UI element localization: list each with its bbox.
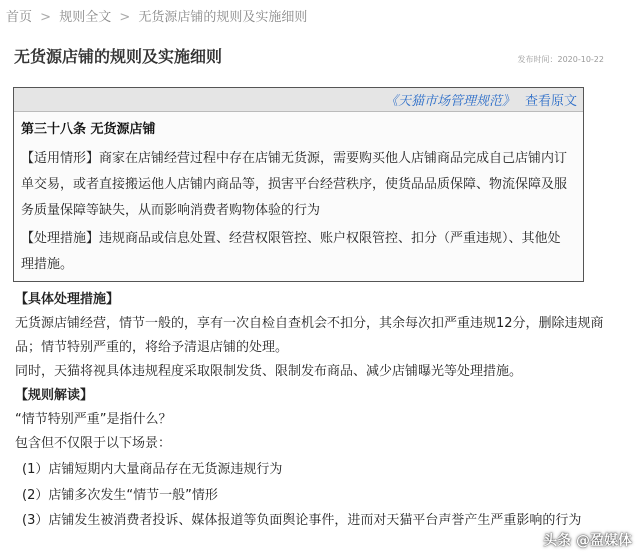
breadcrumb-home-link[interactable]: 首页	[6, 10, 33, 25]
scenes-intro: 包含但不仅限于以下场景：	[15, 436, 172, 451]
rule-interpretation-heading: 【规则解读】	[15, 388, 94, 403]
article-title: 第三十八条 无货源店铺	[21, 122, 156, 137]
breadcrumb	[6, 6, 307, 25]
breadcrumb-separator: >	[119, 10, 131, 25]
scene-item: (1）店铺短期内大量商品存在无货源违规行为	[22, 462, 283, 477]
specific-measures-heading: 【具体处理措施】	[15, 292, 120, 307]
rule-box-header	[14, 88, 583, 112]
interpretation-question: “情节特别严重”是指什么？	[15, 412, 172, 427]
scene-item: (2）店铺多次发生“情节一般”情形	[22, 488, 218, 503]
view-original-link[interactable]: 查看原文	[524, 94, 577, 109]
breadcrumb-separator: >	[40, 10, 52, 25]
page-title: 无货源店铺的规则及实施细则	[14, 47, 223, 66]
wechat-icon	[519, 532, 539, 548]
scene-item: (3）店铺发生被消费者投诉、媒体报道等负面舆论事件，进而对天猫平台声誉产生严重影响的行为	[22, 513, 582, 528]
penalty-measures-clause: 【处理措施】违规商品或信息处置、经营权限管控、账户权限管控、扣分（严重违规）、其他处理措施。	[21, 231, 561, 272]
watermark	[519, 530, 632, 550]
breadcrumb-rules-link[interactable]: 规则全文	[59, 10, 112, 25]
watermark-text: 头条 @盈媒体	[543, 533, 632, 549]
breadcrumb-current: 无货源店铺的规则及实施细则	[138, 10, 308, 25]
publish-time: 发布时间：2020-10-22	[517, 55, 604, 64]
specific-measures-text: 无货源店铺经营，情节一般的，享有一次自检自查机会不扣分，其余每次扣严重违规12分，删除违规商品；情节特别严重的，将给予清退店铺的处理。	[15, 316, 604, 355]
source-rule-link[interactable]: 《天猫市场管理规范》	[384, 94, 515, 109]
rule-excerpt-box	[13, 87, 584, 282]
additional-measures-text: 同时，天猫将视具体违规程度采取限制发货、限制发布商品、减少店铺曝光等处理措施。	[15, 364, 523, 379]
applicable-situation-clause: 【适用情形】商家在店铺经营过程中存在店铺无货源，需要购买他人店铺商品完成自己店铺内订单交易，或者直接搬运他人店铺内商品等，损害平台经营秩序，使货品品质保障、物流保障及服务质量保障等缺失，从而影响消费者购物体验的行为	[21, 151, 568, 218]
title-row	[14, 44, 604, 67]
